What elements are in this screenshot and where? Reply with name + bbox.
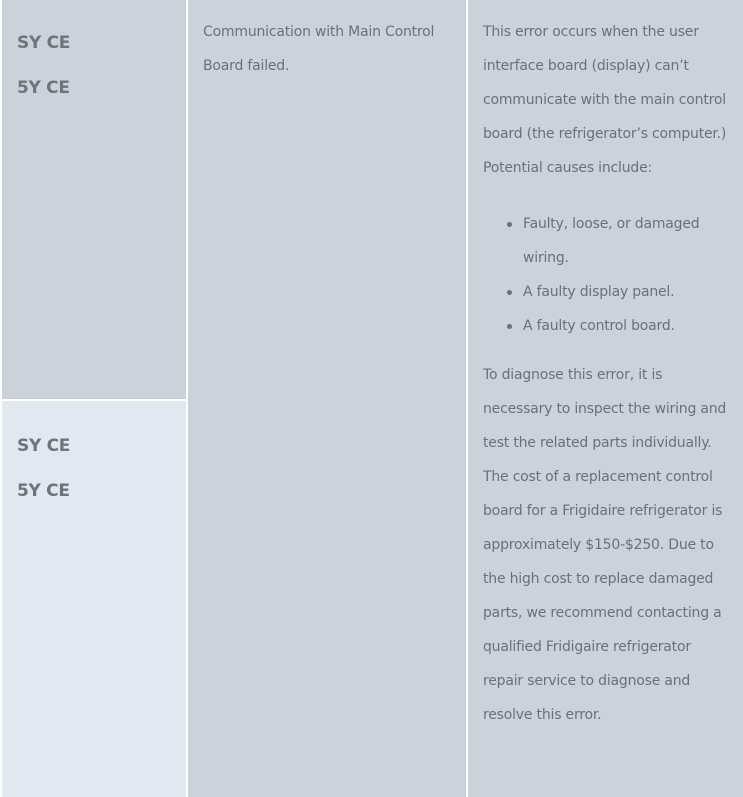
error-code-cell	[2, 401, 186, 797]
causes-list	[483, 207, 735, 343]
error-code-alt: 5Y CE	[17, 481, 70, 501]
error-code-cell	[2, 0, 186, 399]
error-meaning: Communication with Main Control Board failed.	[203, 24, 435, 74]
error-details-cell	[468, 0, 743, 797]
error-meaning-cell	[188, 0, 466, 797]
details-intro: This error occurs when the user interface board (display) can’t communicate with the main control board (the refrigerator’s computer.) Potential causes include:	[483, 24, 727, 176]
error-code: SY CE	[17, 436, 71, 456]
error-code-alt: 5Y CE	[17, 78, 70, 98]
cause-item: A faulty control board.	[523, 309, 735, 343]
error-code: SY CE	[17, 33, 71, 53]
details-diagnosis: To diagnose this error, it is necessary to inspect the wiring and test the related parts individually. The cost of a replacement control board for a Frigidaire refrigerator is approximately $150-$250. Due to the high cost to replace damaged parts, we recommend contacting a qualified Fridigaire refrigerator repair service to diagnose and resolve this error.	[483, 367, 727, 723]
cause-item: A faulty display panel.	[523, 275, 735, 309]
cause-item: Faulty, loose, or damaged wiring.	[523, 207, 735, 275]
